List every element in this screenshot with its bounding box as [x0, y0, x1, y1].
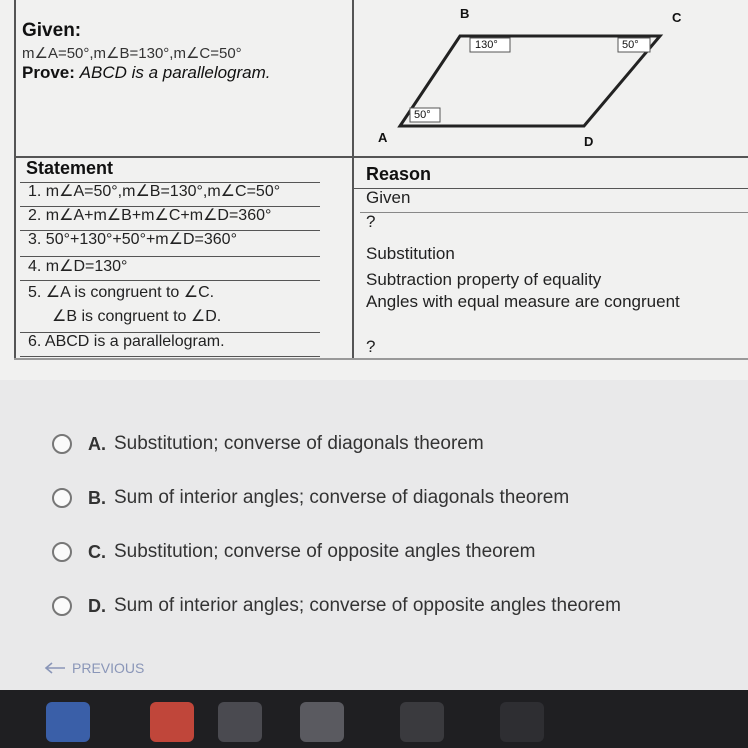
app-icon[interactable]	[300, 702, 344, 742]
prove-text: ABCD is a parallelogram.	[79, 63, 271, 82]
previous-label: PREVIOUS	[72, 660, 145, 676]
option-d[interactable]	[52, 592, 621, 620]
taskbar	[0, 690, 748, 748]
reason-4: Subtraction property of equality	[366, 270, 602, 289]
app-icon[interactable]	[218, 702, 262, 742]
angle-a-label: 50°	[414, 109, 431, 121]
table-border-top	[14, 156, 748, 158]
reason-6: ?	[366, 337, 376, 356]
option-a-text: Substitution; converse of diagonals theorem	[114, 433, 484, 454]
previous-link[interactable]	[44, 660, 144, 676]
option-d-text: Sum of interior angles; converse of opposite angles theorem	[114, 595, 621, 616]
radio-button-c[interactable]	[52, 542, 72, 562]
vertex-c-label: C	[672, 10, 682, 25]
arrow-left-icon	[44, 662, 66, 674]
option-b-letter: B.	[88, 487, 106, 508]
table-divider-vertical	[352, 0, 354, 360]
app-icon[interactable]	[400, 702, 444, 742]
given-values: m∠A=50°,m∠B=130°,m∠C=50°	[22, 45, 242, 62]
statement-5-line2: ∠B is congruent to ∠D.	[52, 308, 222, 325]
vertex-a-label: A	[378, 130, 388, 145]
statement-6: 6. ABCD is a parallelogram.	[28, 333, 225, 350]
reason-line	[360, 212, 748, 213]
angle-c-label: 50°	[622, 39, 639, 51]
flag-icon[interactable]	[46, 702, 90, 742]
statement-1: 1. m∠A=50°,m∠B=130°,m∠C=50°	[28, 183, 281, 200]
statement-5: 5. ∠A is congruent to ∠C.	[28, 284, 215, 301]
option-a[interactable]	[52, 430, 484, 458]
radio-button-d[interactable]	[52, 596, 72, 616]
option-c[interactable]	[52, 538, 535, 566]
given-title: Given:	[22, 20, 82, 41]
row-line	[20, 356, 320, 357]
option-b[interactable]	[52, 484, 569, 512]
radio-button-b[interactable]	[52, 488, 72, 508]
statement-header: Statement	[26, 158, 114, 178]
table-border-bottom	[14, 358, 748, 360]
row-line	[20, 280, 320, 281]
statement-4: 4. m∠D=130°	[28, 258, 128, 275]
angle-b-label: 130°	[475, 39, 498, 51]
option-a-letter: A.	[88, 433, 106, 454]
reason-2: ?	[366, 212, 376, 231]
vertex-b-label: B	[460, 6, 470, 21]
option-b-text: Sum of interior angles; converse of diagonals theorem	[114, 487, 570, 508]
option-d-letter: D.	[88, 595, 106, 616]
prove-label: Prove:	[22, 63, 75, 82]
reason-3: Substitution	[366, 244, 455, 263]
statement-3: 3. 50°+130°+50°+m∠D=360°	[28, 231, 237, 248]
vertex-d-label: D	[584, 134, 594, 149]
table-border-left	[14, 0, 16, 360]
reason-5: Angles with equal measure are congruent	[366, 292, 680, 311]
statement-2: 2. m∠A+m∠B+m∠C+m∠D=360°	[28, 207, 272, 224]
prove-line	[22, 63, 352, 83]
app-icon[interactable]	[500, 702, 544, 742]
given-block	[22, 20, 352, 83]
parallelogram-figure	[370, 8, 690, 153]
app-icon[interactable]	[150, 702, 194, 742]
option-c-text: Substitution; converse of opposite angles theorem	[114, 541, 536, 562]
radio-button-a[interactable]	[52, 434, 72, 454]
reason-1: Given	[366, 188, 411, 207]
option-c-letter: C.	[88, 541, 106, 562]
reason-header: Reason	[366, 164, 432, 184]
reason-header-line	[352, 188, 748, 189]
